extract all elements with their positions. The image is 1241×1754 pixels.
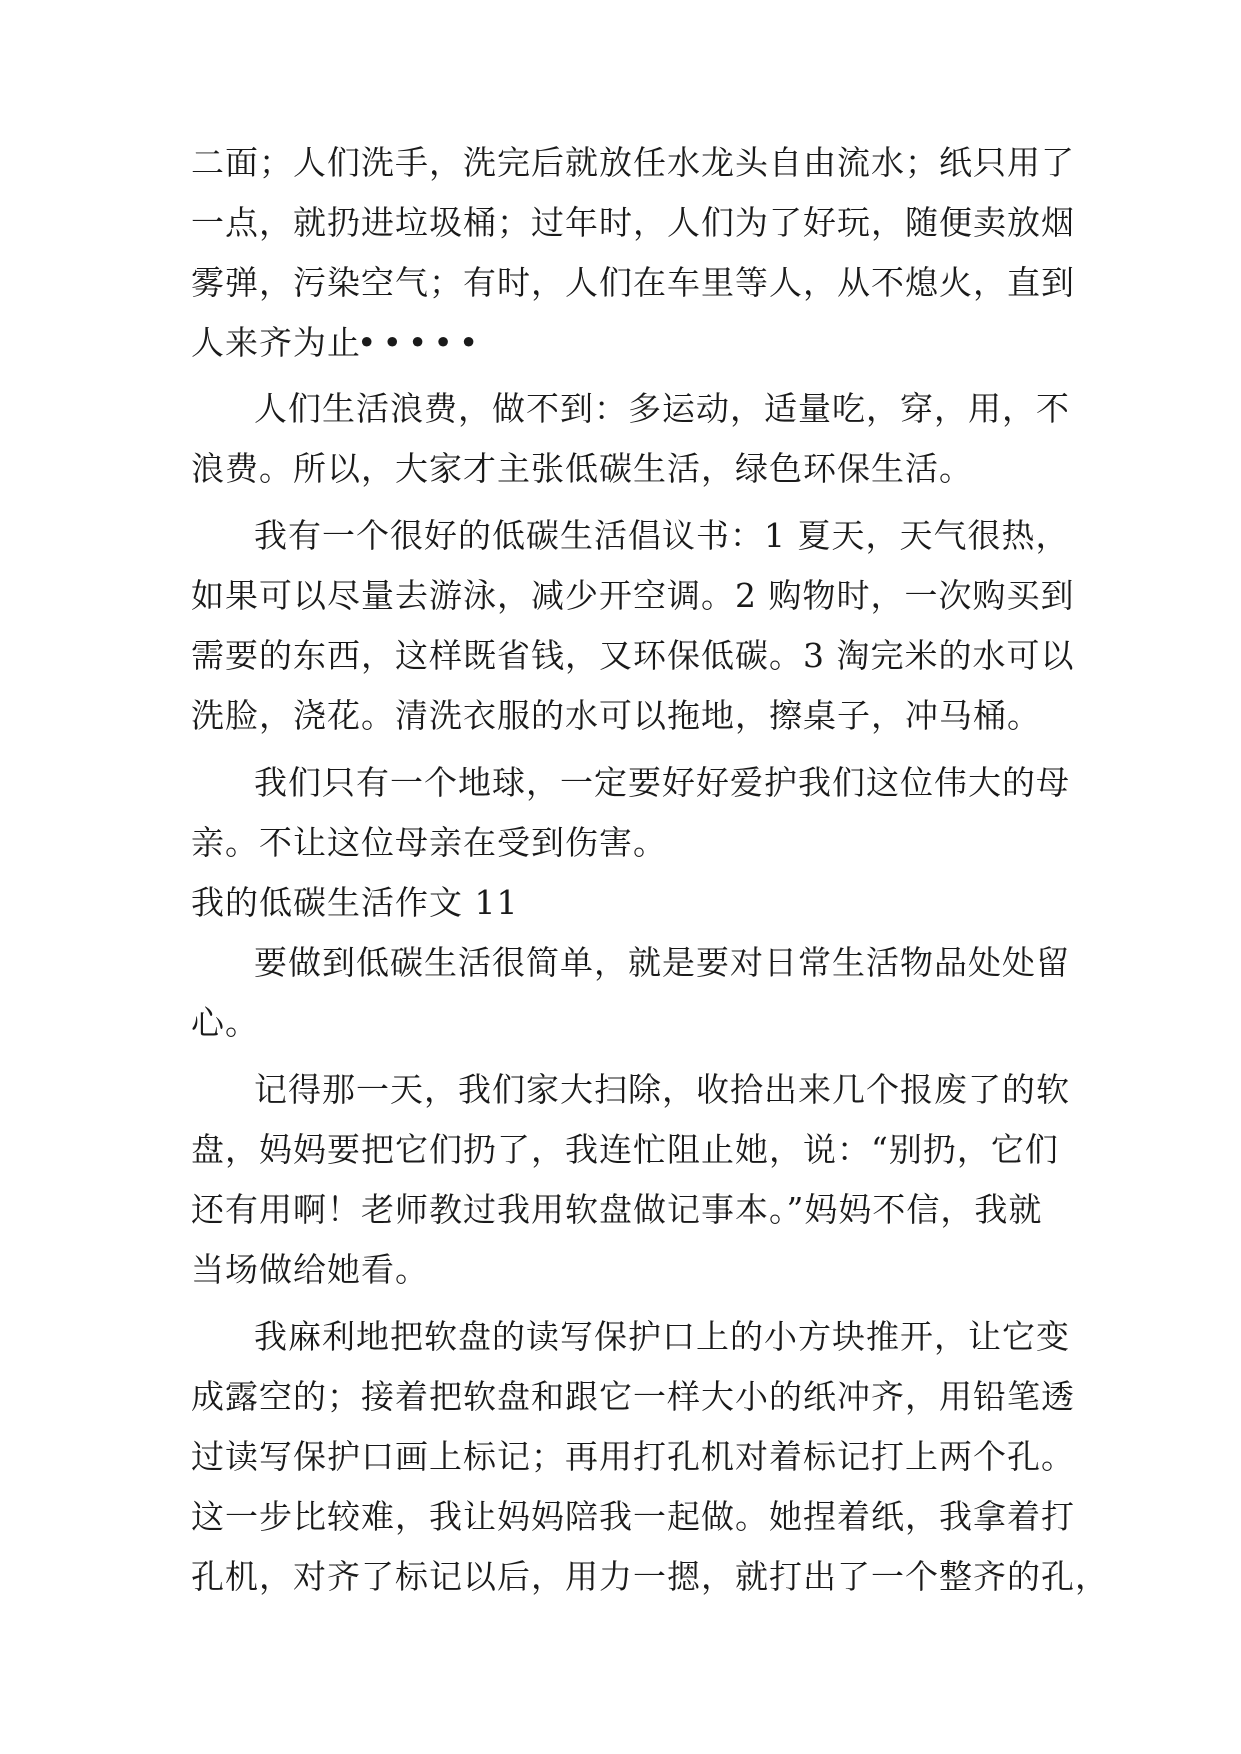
text-line: 雾弹，污染空气；有时，人们在车里等人，从不熄火，直到 (191, 263, 1075, 302)
paragraph-line: 我麻利地把软盘的读写保护口上的小方块推开，让它变 (254, 1317, 1070, 1356)
paragraph-line: 记得那一天，我们家大扫除，收拾出来几个报废了的软 (254, 1070, 1070, 1109)
paragraph-line: 我们只有一个地球，一定要好好爱护我们这位伟大的母 (254, 763, 1070, 802)
text-line: 如果可以尽量去游泳，减少开空调。2 购物时，一次购买到 (191, 576, 1075, 615)
text-line: 一点，就扔进垃圾桶；过年时，人们为了好玩，随便卖放烟 (191, 203, 1075, 242)
text-line: 这一步比较难，我让妈妈陪我一起做。她捏着纸，我拿着打 (191, 1497, 1075, 1536)
text-line: 还有用啊！老师教过我用软盘做记事本。”妈妈不信，我就 (191, 1190, 1043, 1229)
text-line: 心。 (191, 1003, 259, 1042)
paragraph-line: 要做到低碳生活很简单，就是要对日常生活物品处处留 (254, 943, 1070, 982)
paragraph-line: 我有一个很好的低碳生活倡议书：1 夏天，天气很热， (254, 516, 1070, 555)
text-line: 需要的东西，这样既省钱，又环保低碳。3 淘完米的水可以 (191, 636, 1075, 675)
text-line: 人来齐为止 (191, 323, 361, 362)
paragraph-line: 人们生活浪费，做不到：多运动，适量吃，穿，用，不 (254, 389, 1070, 428)
text-line: 二面；人们洗手，洗完后就放任水龙头自由流水；纸只用了 (191, 143, 1075, 182)
text-line: 洗脸，浇花。清洗衣服的水可以拖地，擦桌子，冲马桶。 (191, 696, 1041, 735)
text-line: 当场做给她看。 (191, 1250, 429, 1289)
text-line: 浪费。所以，大家才主张低碳生活，绿色环保生活。 (191, 449, 973, 488)
text-line: 成露空的；接着把软盘和跟它一样大小的纸冲齐，用铅笔透 (191, 1377, 1075, 1416)
text-line: 孔机，对齐了标记以后，用力一摁，就打出了一个整齐的孔， (191, 1557, 1109, 1596)
ellipsis-dots: ••••• (357, 323, 485, 362)
text-line: 过读写保护口画上标记；再用打孔机对着标记打上两个孔。 (191, 1437, 1075, 1476)
text-line: 盘，妈妈要把它们扔了，我连忙阻止她，说：“别扔，它们 (191, 1130, 1059, 1169)
section-heading: 我的低碳生活作文 11 (191, 883, 519, 922)
text-line: 亲。不让这位母亲在受到伤害。 (191, 823, 667, 862)
